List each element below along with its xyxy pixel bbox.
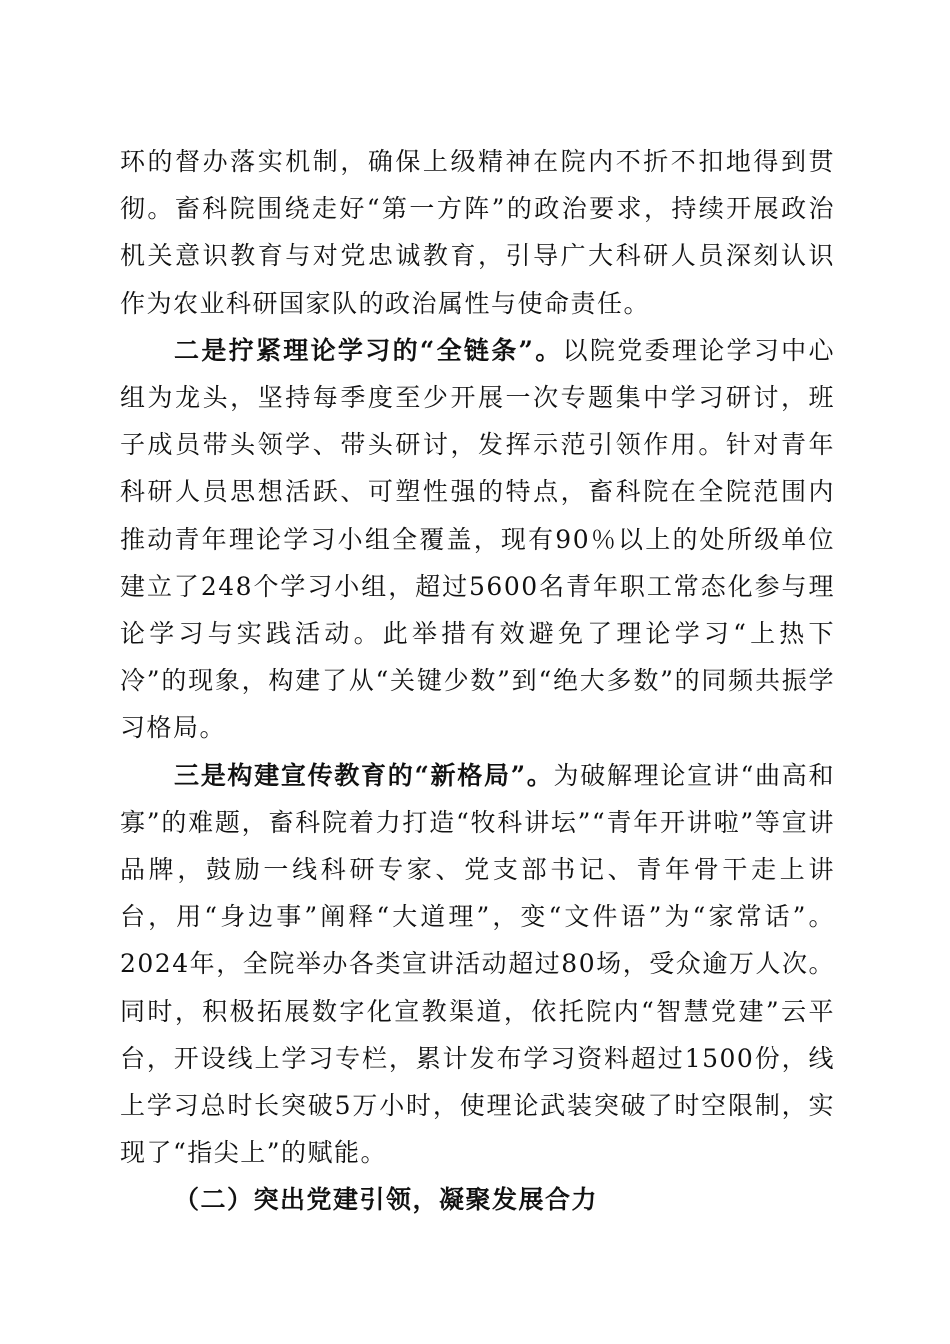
- document-body: [120, 138, 835, 1224]
- paragraph-lead: 三是构建宣传教育的“新格局”。: [174, 760, 554, 790]
- paragraph-continuation: [120, 138, 835, 327]
- paragraph-text: 环的督办落实机制，确保上级精神在院内不折不扣地得到贯彻。畜科院围绕走好“第一方阵”的政治要求，持续开展政治机关意识教育与对党忠诚教育，引导广大科研人员深刻认识作为农业科研国家队的政治属性与使命责任。: [120, 147, 835, 318]
- paragraph-theory-study: [120, 327, 835, 752]
- paragraph-publicity-education: [120, 752, 835, 1177]
- paragraph-text: 以院党委理论学习中心组为龙头，坚持每季度至少开展一次专题集中学习研讨，班子成员带头领学、带头研讨，发挥示范引领作用。针对青年科研人员思想活跃、可塑性强的特点，畜科院在全院范围内推动青年理论学习小组全覆盖，现有90％以上的处所级单位建立了248个学习小组，超过5600名青年职工常态化参与理论学习与实践活动。此举措有效避免了理论学习“上热下冷”的现象，构建了从“关键少数”到“绝大多数”的同频共振学习格局。: [120, 335, 835, 743]
- paragraph-text: 为破解理论宣讲“曲高和寡”的难题，畜科院着力打造“牧科讲坛”“青年开讲啦”等宣讲品牌，鼓励一线科研专家、党支部书记、青年骨干走上讲台，用“身边事”阐释“大道理”，变“文件语”为“家常话”。2024年，全院举办各类宣讲活动超过80场，受众逾万人次。同时，积极拓展数字化宣教渠道，依托院内“智慧党建”云平台，开设线上学习专栏，累计发布学习资料超过1500份，线上学习总时长突破5万小时，使理论武装突破了时空限制，实现了“指尖上”的赋能。: [120, 760, 835, 1168]
- paragraph-lead: 二是拧紧理论学习的“全链条”。: [174, 335, 563, 365]
- section-heading: （二）突出党建引领，凝聚发展合力: [174, 1185, 599, 1215]
